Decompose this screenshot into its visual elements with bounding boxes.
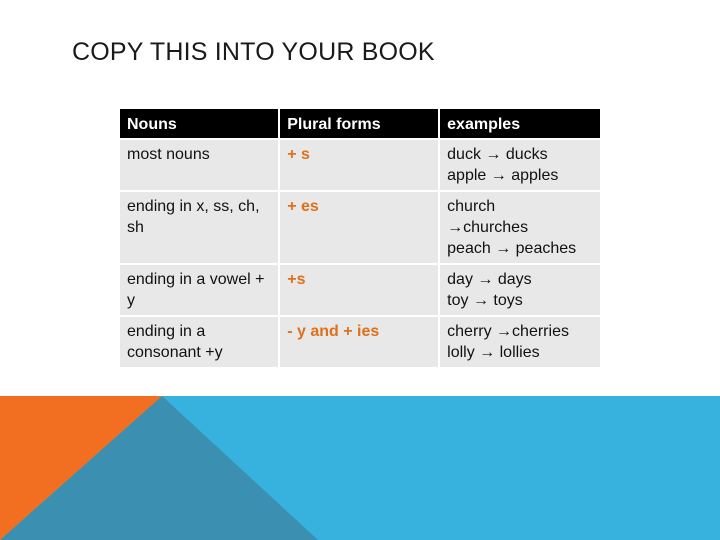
- example-line: peach → peaches: [447, 240, 577, 257]
- examples-cell: [440, 317, 600, 369]
- plural-form-cell: - y and + ies: [280, 317, 440, 369]
- slide-title: COPY THIS INTO YOUR BOOK: [72, 38, 435, 66]
- table-row: [120, 317, 600, 369]
- example-line: toy → toys: [447, 292, 523, 309]
- table-row: [120, 265, 600, 317]
- example-line: apple → apples: [447, 167, 559, 184]
- table-row: [120, 140, 600, 192]
- example-line: cherry →cherries: [447, 323, 569, 340]
- examples-cell: [440, 192, 600, 265]
- plural-form-cell: +s: [280, 265, 440, 317]
- example-line: lolly → lollies: [447, 344, 540, 361]
- table-header-row: [120, 109, 600, 140]
- header-plural-forms: Plural forms: [280, 109, 440, 140]
- header-nouns: Nouns: [120, 109, 280, 140]
- noun-cell: ending in x, ss, ch, sh: [120, 192, 280, 265]
- plural-form-cell: + es: [280, 192, 440, 265]
- table-row: [120, 192, 600, 265]
- plural-rules-table: [120, 109, 600, 369]
- decorative-footer-shapes: [0, 396, 720, 540]
- noun-cell: ending in a vowel + y: [120, 265, 280, 317]
- example-line: church: [447, 198, 496, 215]
- example-line: day → days: [447, 271, 532, 288]
- plural-form-cell: + s: [280, 140, 440, 192]
- noun-cell: ending in a consonant +y: [120, 317, 280, 369]
- examples-cell: [440, 140, 600, 192]
- example-line: duck → ducks: [447, 146, 548, 163]
- examples-cell: [440, 265, 600, 317]
- example-line: →churches: [447, 219, 529, 236]
- header-examples: examples: [440, 109, 600, 140]
- noun-cell: most nouns: [120, 140, 280, 192]
